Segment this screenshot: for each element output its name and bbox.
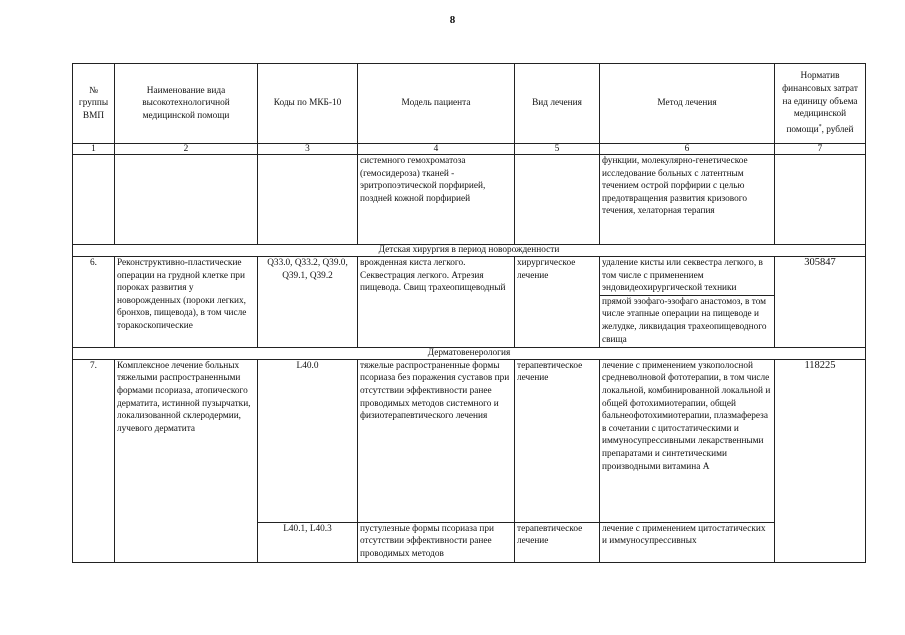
- cost-value: 305847: [775, 257, 866, 348]
- group-number: 6.: [73, 257, 115, 348]
- treatment-method: лечение с применением цитостатических и иммуносупрессивных: [600, 522, 775, 562]
- header-row: [73, 64, 866, 144]
- patient-model: тяжелые распространенные формы псориаза без поражения суставов при отсутствии эффективности ранее проводимых методов системного и физиотерапевтического лечения: [358, 359, 515, 522]
- treatment-method: лечение с применением узкополосной средневолновой фототерапии, в том числе локальной, комбинированной локальной и общей фотохимиотерапии, общей бальнеофотохимиотерапии, плазмафереза в сочетании с цитостатическими и иммуносупрессивными лекарственными препаратами и синтетическими производными витамина А: [600, 359, 775, 522]
- vmp-name: Реконструктивно-пластические операции на грудной клетке при пороках развития у новорожденных (пороки легких, бронхов, пищевода), в том числе торакоскопические: [115, 257, 258, 348]
- continuation-model: системного гемохроматоза (гемосидероза) тканей - эритропоэтической порфирией, поздней кожной порфирией: [358, 155, 515, 245]
- header-vmp-name: Наименование вида высокотехнологичной медицинской помощи: [115, 64, 258, 144]
- section-row: [73, 347, 866, 359]
- section-row: [73, 245, 866, 257]
- section-title: Детская хирургия в период новорожденности: [73, 245, 866, 257]
- header-cost-standard: [775, 64, 866, 144]
- section-title: Дерматовенерология: [73, 347, 866, 359]
- column-number: 3: [258, 144, 358, 155]
- treatment-type: терапевтическое лечение: [515, 522, 600, 562]
- table-row-group-7a: [73, 359, 866, 522]
- continuation-row: [73, 155, 866, 245]
- icd-codes: L40.0: [258, 359, 358, 522]
- header-patient-model: Модель пациента: [358, 64, 515, 144]
- column-number: 5: [515, 144, 600, 155]
- column-number: 6: [600, 144, 775, 155]
- patient-model: врожденная киста легкого. Секвестрация легкого. Атрезия пищевода. Свищ трахеопищеводный: [358, 257, 515, 348]
- page-number: 8: [449, 14, 456, 26]
- treatment-method: удаление кисты или секвестра легкого, в том числе с применением эндовидеохирургической техники: [600, 257, 775, 296]
- icd-codes: Q33.0, Q33.2, Q39.0, Q39.1, Q39.2: [258, 257, 358, 348]
- column-number-row: [73, 144, 866, 155]
- header-cost-text: Норматив финансовых затрат на единицу объема медицинской помощи: [782, 71, 858, 135]
- header-group-number: № группы ВМП: [73, 64, 115, 144]
- header-treatment-type: Вид лечения: [515, 64, 600, 144]
- group-number: 7.: [73, 359, 115, 562]
- treatment-type: терапевтическое лечение: [515, 359, 600, 522]
- vmp-table: [72, 63, 866, 563]
- cost-value: 118225: [775, 359, 866, 562]
- column-number: 7: [775, 144, 866, 155]
- footnote-mark: *: [818, 123, 822, 130]
- header-icd-codes: Коды по МКБ-10: [258, 64, 358, 144]
- patient-model: пустулезные формы псориаза при отсутствии эффективности ранее проводимых методов: [358, 522, 515, 562]
- header-treatment-method: Метод лечения: [600, 64, 775, 144]
- vmp-name: Комплексное лечение больных тяжелыми распространенными формами псориаза, атопического дерматита, истинной пузырчатки, локализованной склеродермии, лучевого дерматита: [115, 359, 258, 562]
- column-number: 1: [73, 144, 115, 155]
- continuation-method: функции, молекулярно-генетическое исследование больных с латентным течением острой порфирии с целью предотвращения развития кризового течения, хелаторная терапия: [600, 155, 775, 245]
- column-number: 2: [115, 144, 258, 155]
- header-cost-unit: , рублей: [821, 124, 854, 135]
- treatment-type: хирургическое лечение: [515, 257, 600, 348]
- icd-codes: L40.1, L40.3: [258, 522, 358, 562]
- column-number: 4: [358, 144, 515, 155]
- table-row-group-6a: [73, 257, 866, 296]
- treatment-method: прямой эзофаго-эзофаго анастомоз, в том числе этапные операции на пищеводе и желудке, ликвидация трахеопищеводного свища: [600, 295, 775, 347]
